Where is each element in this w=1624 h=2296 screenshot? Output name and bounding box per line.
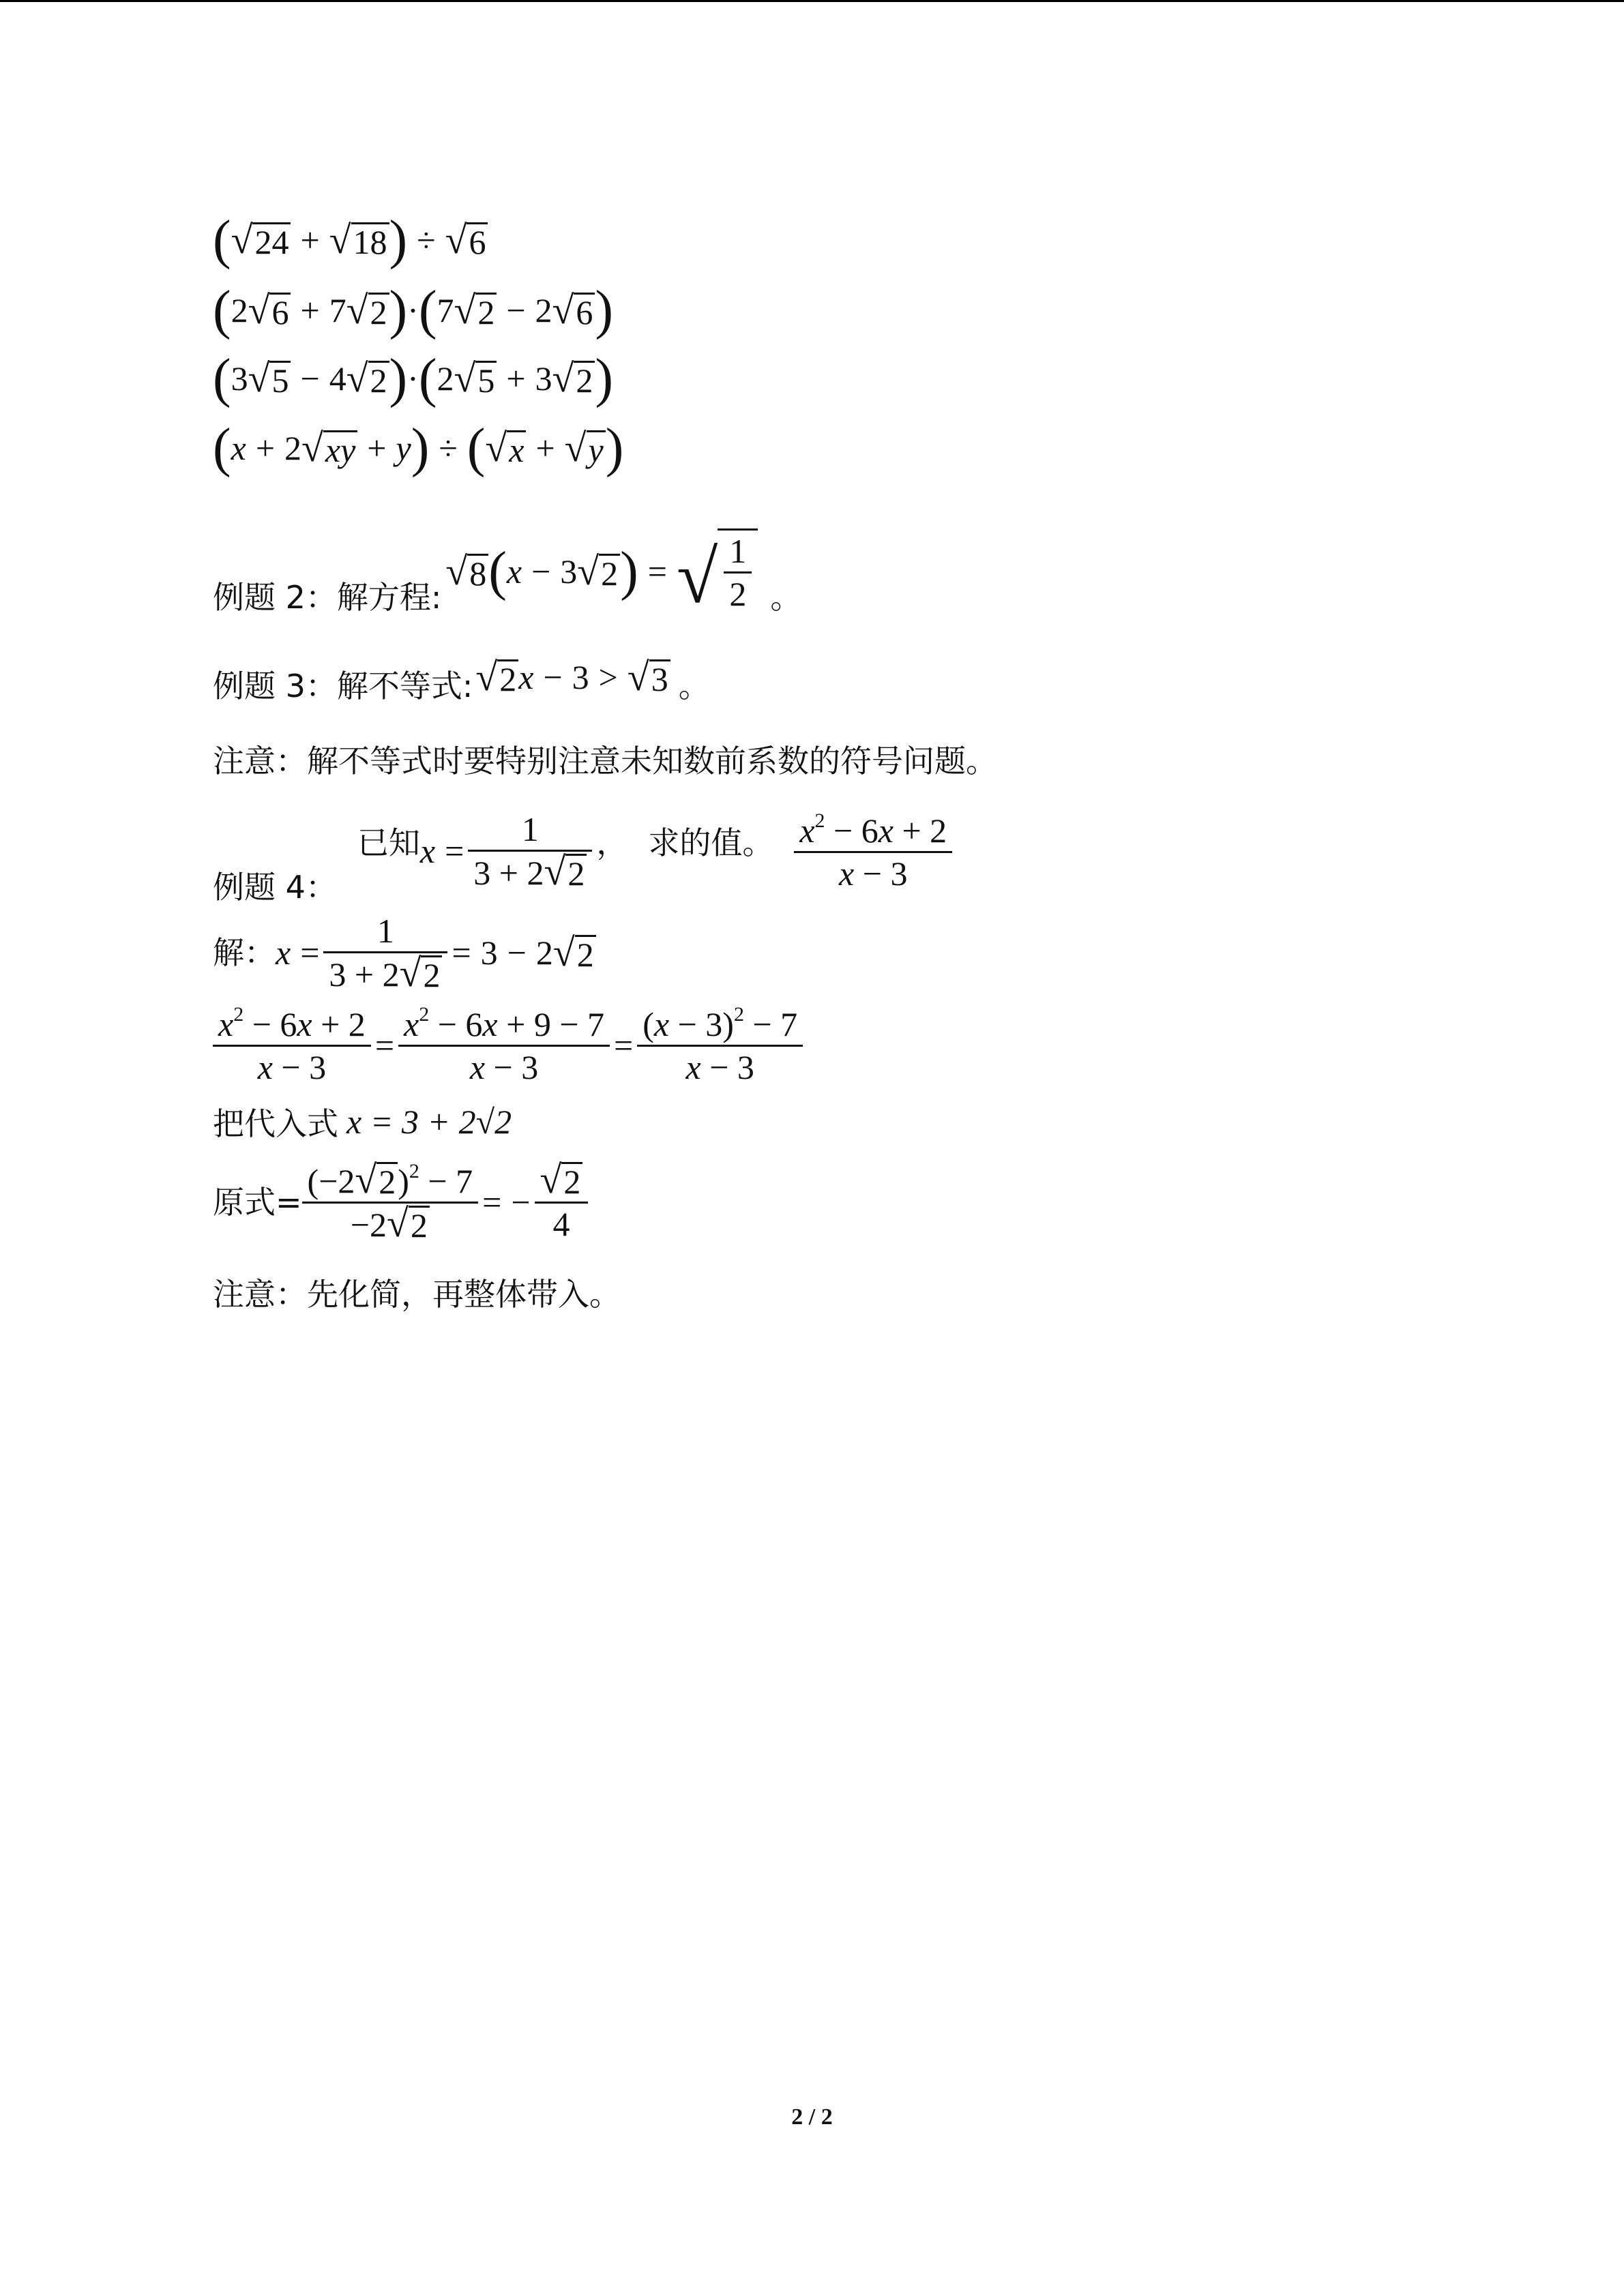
solution-line-2: $\frac{x^2 - 6x + 2}{x - 3}$ = $\frac{x^2 - 6x + 9 - 7}{x - 3}$ = $\frac{(x - 3)^2 - 7}{x - 3}$ <box>213 1002 807 1088</box>
top-rule <box>0 0 1624 2</box>
example-4-given: x = 1 3 + 2 √ 2 <box>420 809 596 893</box>
example-2: 例题 2：解方程: √ 8 ( x − 3 √ 2 ) = √ $\frac{1}{2}$ 。 <box>213 525 801 618</box>
example-3-inequality: √ 2 x − 3 > √ 3 <box>475 657 670 697</box>
example-4: 例题 4： 已知 x = 1 3 + 2 √ 2 ， 求的值。 $\frac{x^2 - 6x + 2}{x - 3}$ <box>213 794 956 908</box>
example-2-label: 例题 2：解方程: <box>213 579 442 616</box>
substitution-line: 把代入式 x = 3 + 2√2 <box>213 1103 512 1142</box>
example-4-target: $\frac{x^2 - 6x + 2}{x - 3}$ <box>794 809 952 894</box>
expression-1: ( √ 24 + √ 18 ) ÷ √ 6 <box>213 213 488 267</box>
result-line: 原式= (−2 √ 2 )$^2$ − 7 −2 √ 2 = − √ 2 4 <box>213 1159 592 1245</box>
note-2: 注意：先化简，再整体带入。 <box>213 1276 621 1313</box>
expression-2: ( 2 √ 6 + 7 √ 2 ) · ( 7 √ 2 − 2 √ 6 ) <box>213 280 613 340</box>
expression-3: ( 3 √ 5 − 4 √ 2 ) · ( 2 √ 5 + 3 √ 2 ) <box>213 348 613 408</box>
example-3-label: 例题 3：解不等式: <box>213 668 473 704</box>
expression-4: ( x + 2 √ xy + y ) ÷ ( √ x + √ y ) <box>213 418 624 478</box>
example-4-label: 例题 4： <box>213 869 337 906</box>
solution-line-1: 解： x = 1 3 + 2 √ 2 = 3 − 2 √ 2 <box>213 910 596 995</box>
example-2-equation: √ 8 ( x − 3 √ 2 ) = √ $\frac{1}{2}$ <box>445 528 758 614</box>
example-3: 例题 3：解不等式: √ 2 x − 3 > √ 3 。 <box>213 648 710 706</box>
page-number: 2 / 2 <box>791 2104 833 2130</box>
note-1: 注意：解不等式时要特别注意未知数前系数的符号问题。 <box>213 743 997 779</box>
